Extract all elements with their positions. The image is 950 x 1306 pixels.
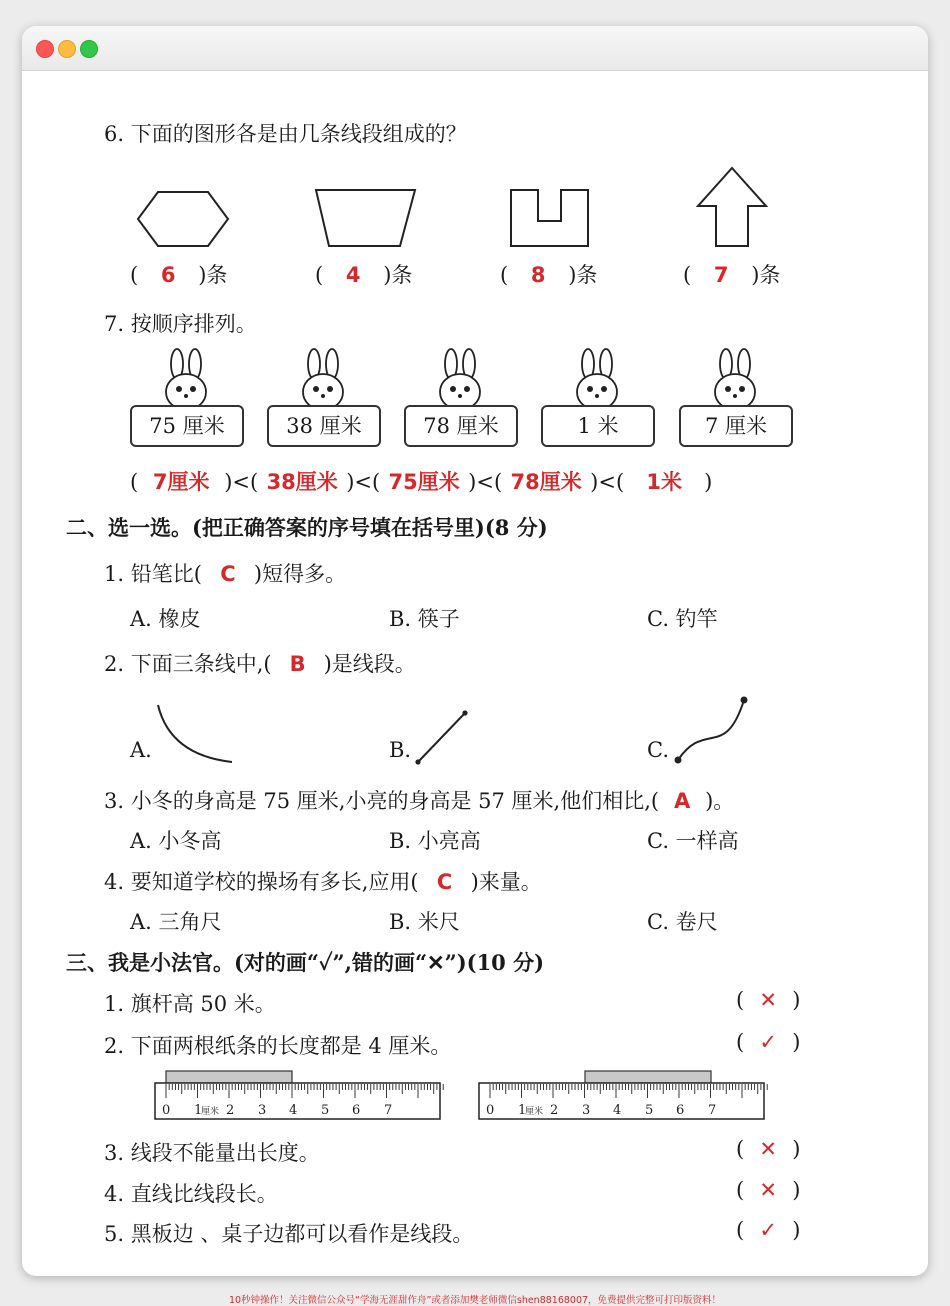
q7-answer-5: 1米 [646,470,682,494]
sec2-q1-option-c: C. 钓竿 [647,607,718,631]
q6-answer-1: ( 6 )条 [130,263,228,287]
sec2-q2-label-b: B. [389,738,412,762]
sec2-q3-option-a: A. 小冬高 [130,829,222,853]
ruler-2-label-6: 6 [676,1103,685,1118]
judge-mark-4: ( ✕ ) [736,1178,801,1202]
ruler-2-label-7: 7 [708,1103,717,1118]
judge-item-2: 2. 下面两根纸条的长度都是 4 厘米。 [104,1034,452,1058]
sec2-question-4: 4. 要知道学校的操场有多长,应用( C )来量。 [104,870,542,894]
sec2-q2-label-c: C. [647,738,669,762]
ruler-1-label-5: 5 [321,1103,330,1118]
sec2-q3-option-c: C. 一样高 [647,829,739,853]
judge-item-5: 5. 黑板边 、桌子边都可以看作是线段。 [104,1222,474,1246]
q7-order-answer: ( 7厘米 )<( 38厘米 )<( 75厘米 )<( 78厘米 )<( 1米 ) [130,466,712,496]
sec2-q4-option-a: A. 三角尺 [130,910,222,934]
sec2-q1-option-b: B. 筷子 [389,607,460,631]
sec2-q2-label-a: A. [130,738,152,762]
q6-answer-3: ( 8 )条 [500,263,598,287]
q6-answer-1-value: 6 [160,263,176,287]
sec2-q3-answer: A [673,789,691,813]
judge-item-3: 3. 线段不能量出长度。 [104,1141,320,1165]
sec2-question-1: 1. 铅笔比( C )短得多。 [104,562,347,586]
q6-answer-2-value: 4 [345,263,361,287]
ruler-2-label-4: 4 [613,1103,622,1118]
ruler-1-unit: 厘米 [201,1107,220,1117]
sec2-question-2: 2. 下面三条线中,( B )是线段。 [104,652,416,676]
question-7-title: 7. 按顺序排列。 [104,312,257,336]
q7-answer-4: 78厘米 [510,470,582,494]
q7-answer-1: 7厘米 [152,470,210,494]
sec2-q1-answer: C [220,562,236,586]
q6-answer-4: ( 7 )条 [683,263,781,287]
sec2-q2-answer: B [289,652,306,676]
length-card-3: 78 厘米 [404,405,518,447]
sec2-q1-option-a: A. 橡皮 [130,607,201,631]
ruler-2-label-2: 2 [550,1103,559,1118]
judge-mark-1: ( ✕ ) [736,988,801,1012]
sec2-q4-answer: C [436,870,453,894]
q6-answer-3-value: 8 [530,263,546,287]
ruler-2-unit: 厘米 [525,1107,544,1117]
ruler-2-label-0: 0 [486,1103,495,1118]
judge-mark-5: ( ✓ ) [736,1218,801,1242]
ruler-1-label-0: 0 [162,1103,171,1118]
ruler-1-label-6: 6 [352,1103,361,1118]
ruler-1-label-3: 3 [258,1103,267,1118]
length-card-1: 75 厘米 [130,405,244,447]
sec2-question-3: 3. 小冬的身高是 75 厘米,小亮的身高是 57 厘米,他们相比,( A )。 [104,789,735,813]
ruler-1-label-4: 4 [289,1103,298,1118]
paper-strip-1 [166,1071,292,1083]
section-3-title: 三、我是小法官。(对的画“✓”,错的画“✕”)(10 分) [66,950,545,975]
ruler-1-label-2: 2 [226,1103,235,1118]
q7-answer-2: 38厘米 [266,470,338,494]
sec2-q4-option-b: B. 米尺 [389,910,460,934]
length-card-2: 38 厘米 [267,405,381,447]
judge-mark-3: ( ✕ ) [736,1137,801,1161]
ruler-2-label-1: 1 [518,1103,527,1118]
length-card-5: 7 厘米 [679,405,793,447]
ruler-2-label-5: 5 [645,1103,654,1118]
q7-answer-3: 75厘米 [388,470,460,494]
section-2-title: 二、选一选。(把正确答案的序号填在括号里)(8 分) [66,515,548,540]
sec2-q4-option-c: C. 卷尺 [647,910,718,934]
sec2-q3-option-b: B. 小亮高 [389,829,481,853]
footer-notice: 10秒钟操作！关注微信公众号“学海无涯甜作舟”或者添加樊老师微信shen88168007，免费提供完整可打印版资料！ [228,1295,722,1306]
ruler-1-label-1: 1 [194,1103,203,1118]
judge-mark-2: ( ✓ ) [736,1030,801,1054]
ruler-1-label-7: 7 [384,1103,393,1118]
q6-answer-2: ( 4 )条 [315,263,413,287]
q6-answer-4-value: 7 [713,263,729,287]
ruler-2-label-3: 3 [582,1103,591,1118]
judge-item-1: 1. 旗杆高 50 米。 [104,992,276,1016]
paper-strip-2 [585,1071,711,1083]
length-card-4: 1 米 [541,405,655,447]
question-6-title: 6. 下面的图形各是由几条线段组成的？ [104,122,467,146]
judge-item-4: 4. 直线比线段长。 [104,1182,278,1206]
